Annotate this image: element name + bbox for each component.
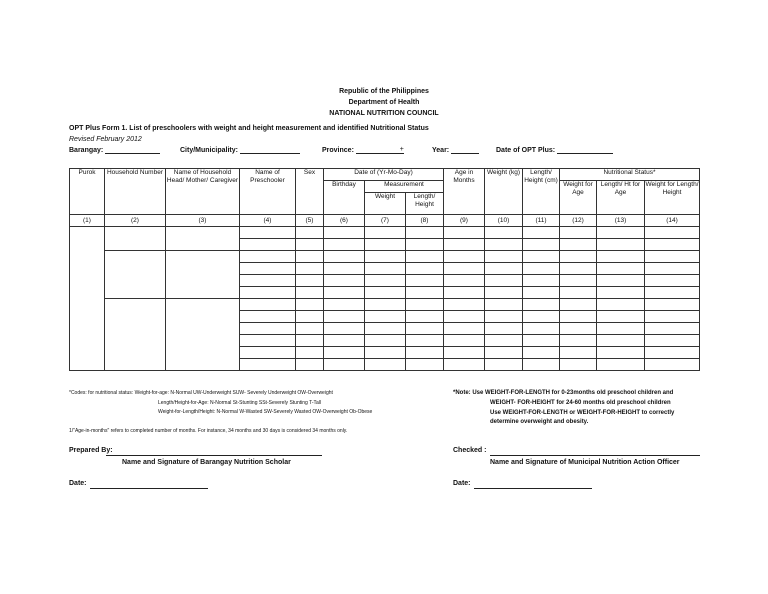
- table-cell[interactable]: [485, 359, 523, 371]
- table-cell[interactable]: [560, 275, 597, 287]
- table-cell[interactable]: [444, 287, 485, 299]
- table-cell[interactable]: [523, 227, 560, 239]
- table-cell[interactable]: [324, 359, 365, 371]
- province-field: [322, 146, 404, 154]
- table-cell[interactable]: [485, 347, 523, 359]
- table-cell[interactable]: [444, 263, 485, 275]
- col-measurement: Measurement: [365, 181, 444, 193]
- table-cell[interactable]: [645, 347, 700, 359]
- codes-line1: *Codes: for nutritional status: Weight-for-age: N-Normal UW-Underweight SUW- Severely Underweight OW-Overweight: [69, 390, 333, 396]
- table-cell[interactable]: [444, 251, 485, 263]
- table-cell[interactable]: [560, 335, 597, 347]
- table-cell[interactable]: [597, 275, 645, 287]
- table-cell[interactable]: [324, 227, 365, 239]
- table-cell[interactable]: [560, 251, 597, 263]
- province-mark: +: [399, 146, 404, 153]
- table-cell[interactable]: [597, 227, 645, 239]
- table-cell[interactable]: [523, 275, 560, 287]
- table-cell[interactable]: [240, 359, 296, 371]
- table-cell[interactable]: [296, 335, 324, 347]
- note-line1: *Note: Use WEIGHT-FOR-LENGTH for 0-23months old preschool children and: [453, 390, 674, 396]
- table-cell[interactable]: [560, 347, 597, 359]
- table-cell[interactable]: [324, 263, 365, 275]
- table-cell[interactable]: [560, 287, 597, 299]
- checked-line[interactable]: [490, 455, 700, 456]
- table-cell[interactable]: [324, 335, 365, 347]
- table-cell[interactable]: [523, 335, 560, 347]
- note-line4: determine overweight and obesity.: [490, 419, 589, 425]
- table-cell[interactable]: [560, 239, 597, 251]
- table-cell[interactable]: [324, 347, 365, 359]
- age-note: 1/"Age-in-months" refers to completed number of months. For instance, 34 months and 30 days is considered 34 months only.: [69, 428, 348, 434]
- table-cell[interactable]: [406, 335, 444, 347]
- table-cell[interactable]: [645, 239, 700, 251]
- table-cell[interactable]: [365, 347, 406, 359]
- table-cell[interactable]: [240, 287, 296, 299]
- barangay-input-line[interactable]: [105, 146, 160, 154]
- table-cell[interactable]: [406, 323, 444, 335]
- header-council: NATIONAL NUTRITION COUNCIL: [329, 110, 439, 117]
- table-cell[interactable]: [485, 227, 523, 239]
- table-cell[interactable]: [166, 299, 240, 371]
- table-cell[interactable]: [240, 299, 296, 311]
- table-cell[interactable]: [645, 359, 700, 371]
- province-label: Province:: [322, 147, 354, 154]
- table-cell[interactable]: [645, 251, 700, 263]
- table-cell[interactable]: [645, 227, 700, 239]
- table-cell[interactable]: [523, 287, 560, 299]
- table-cell[interactable]: [296, 359, 324, 371]
- table-cell[interactable]: [597, 335, 645, 347]
- table-cell[interactable]: [296, 263, 324, 275]
- table-cell[interactable]: [296, 275, 324, 287]
- table-cell[interactable]: [365, 251, 406, 263]
- table-cell[interactable]: [324, 251, 365, 263]
- date-opt-field: [496, 146, 613, 154]
- table-cell[interactable]: [444, 275, 485, 287]
- table-cell[interactable]: [406, 251, 444, 263]
- col-household-number: Household Number: [105, 169, 166, 215]
- table-body: [70, 227, 700, 371]
- header-department: Department of Health: [348, 99, 420, 106]
- table-cell[interactable]: [523, 311, 560, 323]
- table-cell[interactable]: [406, 347, 444, 359]
- table-cell[interactable]: [406, 311, 444, 323]
- table-cell[interactable]: [166, 227, 240, 251]
- table-cell[interactable]: [523, 347, 560, 359]
- table-cell[interactable]: [645, 263, 700, 275]
- table-cell[interactable]: [365, 299, 406, 311]
- table-cell[interactable]: [523, 299, 560, 311]
- codes-line3: Weight-for-Length/Height: N-Normal W-Wasted SW-Severely Wasted OW-Overweight Ob-Obese: [158, 409, 373, 415]
- table-cell[interactable]: [597, 311, 645, 323]
- checked-label: Checked :: [453, 447, 487, 454]
- table-cell[interactable]: [485, 251, 523, 263]
- col-weight-for-age: Weight for Age: [560, 181, 597, 215]
- table-cell[interactable]: [240, 275, 296, 287]
- table-cell[interactable]: [485, 335, 523, 347]
- checked-caption: Name and Signature of Municipal Nutrition Action Officer: [490, 459, 680, 466]
- table-cell[interactable]: [560, 323, 597, 335]
- prepared-by-label: Prepared By:: [69, 447, 113, 454]
- table-cell[interactable]: [444, 359, 485, 371]
- prepared-caption: Name and Signature of Barangay Nutrition Scholar: [122, 459, 291, 466]
- table-cell[interactable]: [166, 251, 240, 299]
- table-cell[interactable]: [645, 287, 700, 299]
- note-line2: WEIGHT- FOR-HEIGHT for 24-60 months old preschool children: [490, 400, 671, 406]
- table-cell[interactable]: [597, 251, 645, 263]
- table-cell[interactable]: [645, 299, 700, 311]
- date-left-label: Date:: [69, 480, 87, 487]
- table-cell[interactable]: [240, 335, 296, 347]
- table-cell[interactable]: [365, 359, 406, 371]
- table-cell[interactable]: [406, 227, 444, 239]
- table-cell[interactable]: [444, 311, 485, 323]
- col-preschooler: Name of Preschooler: [240, 169, 296, 215]
- table-cell[interactable]: [444, 323, 485, 335]
- table-cell[interactable]: [485, 275, 523, 287]
- table-cell[interactable]: [365, 287, 406, 299]
- table-cell[interactable]: [485, 299, 523, 311]
- column-number-row: (1) (2) (3) (4) (5) (6) (7) (8) (9) (10) (11) (12) (13) (14): [70, 215, 700, 227]
- table-cell[interactable]: [597, 263, 645, 275]
- table-cell[interactable]: [324, 239, 365, 251]
- barangay-field: [69, 146, 160, 154]
- table-cell[interactable]: [240, 251, 296, 263]
- table-cell[interactable]: [296, 239, 324, 251]
- table-cell[interactable]: [444, 239, 485, 251]
- table-cell[interactable]: [406, 263, 444, 275]
- table-cell[interactable]: [645, 275, 700, 287]
- header-republic: Republic of the Philippines: [339, 88, 429, 95]
- table-cell[interactable]: [444, 299, 485, 311]
- col-length-for-age: Length/ Ht for Age: [597, 181, 645, 215]
- table-cell[interactable]: [560, 359, 597, 371]
- table-cell[interactable]: [597, 239, 645, 251]
- col-purok: Purok: [70, 169, 105, 215]
- table-cell[interactable]: [597, 359, 645, 371]
- table-cell[interactable]: [365, 239, 406, 251]
- table-cell[interactable]: [597, 323, 645, 335]
- codes-line2: Length/Height-for-Age: N-Normal St-Stunting SSt-Severely Stunting T-Tall: [158, 400, 322, 406]
- date-opt-input-line[interactable]: [557, 146, 613, 154]
- note-line3: Use WEIGHT-FOR-LENGTH or WEIGHT-FOR-HEIGHT to correctly: [490, 410, 675, 416]
- table-cell[interactable]: [444, 227, 485, 239]
- col-age-months: Age in Months: [444, 169, 485, 215]
- table-cell[interactable]: [240, 323, 296, 335]
- table-cell[interactable]: [597, 347, 645, 359]
- table-cell[interactable]: [406, 287, 444, 299]
- table-cell[interactable]: [240, 311, 296, 323]
- table-cell[interactable]: [597, 287, 645, 299]
- table-cell[interactable]: [406, 359, 444, 371]
- table-cell[interactable]: [240, 263, 296, 275]
- table-cell[interactable]: [485, 323, 523, 335]
- form-title: OPT Plus Form 1. List of preschoolers with weight and height measurement and identified Nutritional Status: [69, 125, 429, 132]
- table-cell[interactable]: [645, 311, 700, 323]
- table-cell[interactable]: [296, 299, 324, 311]
- col-length-cm: Length/ Height (cm): [523, 169, 560, 215]
- table-cell[interactable]: [485, 287, 523, 299]
- table-cell[interactable]: [523, 263, 560, 275]
- table-cell[interactable]: [523, 323, 560, 335]
- col-weight-for-length: Weight for Length/ Height: [645, 181, 700, 215]
- table-cell[interactable]: [560, 311, 597, 323]
- table-cell[interactable]: [406, 239, 444, 251]
- table-cell[interactable]: [365, 275, 406, 287]
- table-cell[interactable]: [645, 323, 700, 335]
- col-birthday: Birthday: [324, 181, 365, 215]
- table-row: [70, 227, 700, 239]
- table-cell[interactable]: [523, 359, 560, 371]
- table-cell[interactable]: [240, 227, 296, 239]
- year-field: [432, 146, 479, 154]
- table-cell[interactable]: [645, 335, 700, 347]
- table-cell[interactable]: [365, 263, 406, 275]
- date-opt-label: Date of OPT Plus:: [496, 147, 556, 154]
- table-cell[interactable]: [296, 287, 324, 299]
- table-cell[interactable]: [324, 275, 365, 287]
- col-date-group: Date of (Yr-Mo-Day): [324, 169, 444, 181]
- opt-table: [69, 168, 700, 371]
- province-input-line[interactable]: [356, 146, 404, 154]
- col-household-head: Name of Household Head/ Mother/ Caregiver: [166, 169, 240, 215]
- table-cell[interactable]: [523, 251, 560, 263]
- table-cell[interactable]: [560, 227, 597, 239]
- col-sex: Sex: [296, 169, 324, 215]
- table-row: [70, 251, 700, 263]
- table-cell[interactable]: [485, 239, 523, 251]
- table-cell[interactable]: [444, 347, 485, 359]
- city-label: City/Municipality:: [180, 147, 238, 154]
- table-cell[interactable]: [523, 239, 560, 251]
- table-cell[interactable]: [560, 299, 597, 311]
- table-cell[interactable]: [406, 275, 444, 287]
- table-cell[interactable]: [296, 323, 324, 335]
- prepared-by-line[interactable]: [106, 455, 322, 456]
- table-cell[interactable]: [365, 311, 406, 323]
- table-cell[interactable]: [324, 323, 365, 335]
- table-cell[interactable]: [560, 263, 597, 275]
- year-label: Year:: [432, 147, 450, 154]
- table-cell[interactable]: [365, 323, 406, 335]
- table-cell[interactable]: [296, 311, 324, 323]
- date-right-label: Date:: [453, 480, 471, 487]
- table-cell[interactable]: [70, 227, 105, 371]
- table-cell[interactable]: [105, 299, 166, 371]
- col-weight-kg: Weight (kg): [485, 169, 523, 215]
- table-cell[interactable]: [296, 251, 324, 263]
- city-field: [180, 146, 300, 154]
- date-left-line[interactable]: [90, 488, 208, 489]
- date-right-line[interactable]: [474, 488, 592, 489]
- table-cell[interactable]: [105, 251, 166, 299]
- table-cell[interactable]: [324, 299, 365, 311]
- table-cell[interactable]: [296, 227, 324, 239]
- year-input-line[interactable]: [451, 146, 479, 154]
- table-cell[interactable]: [485, 311, 523, 323]
- barangay-label: Barangay:: [69, 147, 104, 154]
- table-cell[interactable]: [240, 347, 296, 359]
- table-cell[interactable]: [365, 227, 406, 239]
- col-length-height: Length/ Height: [406, 193, 444, 215]
- table-cell[interactable]: [444, 335, 485, 347]
- city-input-line[interactable]: [240, 146, 300, 154]
- table-cell[interactable]: [324, 311, 365, 323]
- table-cell[interactable]: [296, 347, 324, 359]
- table-cell[interactable]: [324, 287, 365, 299]
- table-row: [70, 299, 700, 311]
- table-cell[interactable]: [240, 239, 296, 251]
- table-cell[interactable]: [406, 299, 444, 311]
- form-revised: Revised February 2012: [69, 136, 142, 143]
- col-nutritional-status: Nutritional Status*: [560, 169, 700, 181]
- table-cell[interactable]: [105, 227, 166, 251]
- col-weight: Weight: [365, 193, 406, 215]
- table-cell[interactable]: [485, 263, 523, 275]
- table-cell[interactable]: [597, 299, 645, 311]
- table-cell[interactable]: [365, 335, 406, 347]
